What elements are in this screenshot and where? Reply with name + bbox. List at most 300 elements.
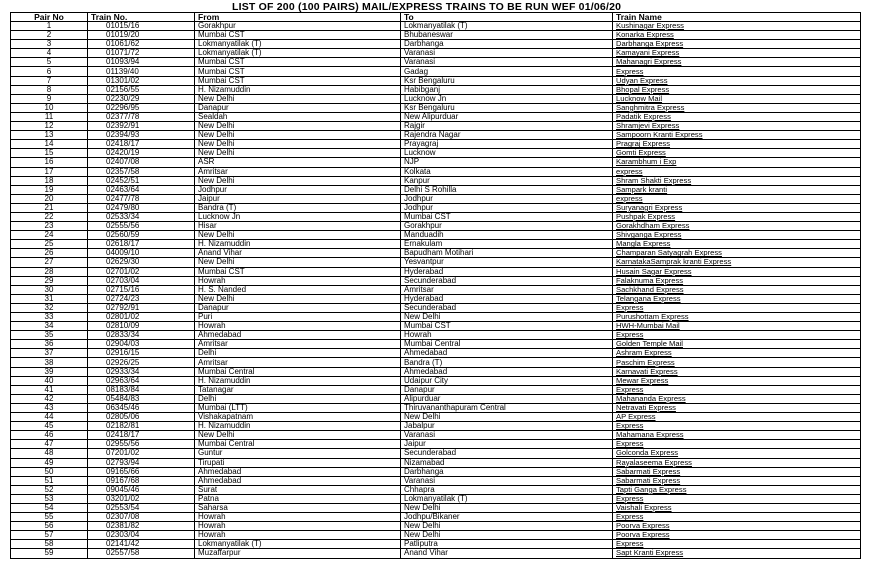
- train-name-cell: Telangana Express: [613, 294, 861, 303]
- table-row: [11, 76, 861, 85]
- train-name-cell: Bhopal Express: [613, 85, 861, 94]
- pair-no-cell: 59: [11, 549, 88, 558]
- train-name-cell: Lucknow Mail: [613, 94, 861, 103]
- train-no-cell: 02555/56: [88, 222, 195, 231]
- to-cell: Nizamabad: [401, 458, 613, 467]
- train-no-cell: 02392/91: [88, 122, 195, 131]
- train-name-cell: AP Express: [613, 413, 861, 422]
- to-cell: Danapur: [401, 385, 613, 394]
- to-cell: Ksr Bengaluru: [401, 76, 613, 85]
- from-cell: Lokmanyatilak (T): [195, 40, 401, 49]
- pair-no-cell: 32: [11, 303, 88, 312]
- train-name-cell: Sachkhand Express: [613, 285, 861, 294]
- table-row: [11, 494, 861, 503]
- to-cell: Varanasi: [401, 431, 613, 440]
- train-no-cell: 02553/54: [88, 503, 195, 512]
- from-cell: Ahmedabad: [195, 476, 401, 485]
- pair-no-cell: 14: [11, 140, 88, 149]
- to-cell: Mumbai CST: [401, 212, 613, 221]
- table-row: [11, 31, 861, 40]
- pair-no-cell: 38: [11, 358, 88, 367]
- from-cell: New Delhi: [195, 149, 401, 158]
- to-cell: Manduadih: [401, 231, 613, 240]
- train-no-cell: 02357/58: [88, 167, 195, 176]
- to-cell: Gadag: [401, 67, 613, 76]
- train-no-cell: 02792/91: [88, 303, 195, 312]
- to-cell: Chhapra: [401, 485, 613, 494]
- from-cell: Delhi: [195, 394, 401, 403]
- pair-no-cell: 20: [11, 194, 88, 203]
- page-title: LIST OF 200 (100 PAIRS) MAIL/EXPRESS TRAINS TO BE RUN WEF 01/06/20: [232, 1, 622, 13]
- train-no-cell: 02296/95: [88, 103, 195, 112]
- train-no-cell: 06345/46: [88, 403, 195, 412]
- train-no-cell: 02701/02: [88, 267, 195, 276]
- from-cell: H. Nizamuddin: [195, 85, 401, 94]
- from-cell: Amritsar: [195, 167, 401, 176]
- train-name-cell: Shramjevi Express: [613, 122, 861, 131]
- to-cell: Kolkata: [401, 167, 613, 176]
- pair-no-cell: 57: [11, 531, 88, 540]
- to-cell: Anand Vihar: [401, 549, 613, 558]
- train-no-cell: 08183/84: [88, 385, 195, 394]
- table-row: [11, 267, 861, 276]
- train-name-cell: Kushinagar Express: [613, 22, 861, 31]
- table-body: [11, 22, 861, 559]
- train-no-cell: 02418/17: [88, 140, 195, 149]
- train-no-cell: 02230/29: [88, 94, 195, 103]
- table-row: [11, 103, 861, 112]
- from-cell: Amritsar: [195, 340, 401, 349]
- train-no-cell: 02805/06: [88, 413, 195, 422]
- train-name-cell: Udyan Express: [613, 76, 861, 85]
- pair-no-cell: 15: [11, 149, 88, 158]
- table-row: [11, 212, 861, 221]
- table-row: [11, 467, 861, 476]
- to-cell: Habibganj: [401, 85, 613, 94]
- from-cell: Tatanagar: [195, 385, 401, 394]
- pair-no-cell: 17: [11, 167, 88, 176]
- pair-no-cell: 24: [11, 231, 88, 240]
- train-name-cell: Mahanagri Express: [613, 58, 861, 67]
- pair-no-cell: 43: [11, 403, 88, 412]
- pair-no-cell: 31: [11, 294, 88, 303]
- to-cell: Kanpur: [401, 176, 613, 185]
- table-row: [11, 303, 861, 312]
- train-no-cell: 02182/81: [88, 422, 195, 431]
- table-row: [11, 40, 861, 49]
- train-name-cell: Sampoorn Kranti Express: [613, 131, 861, 140]
- pair-no-cell: 33: [11, 313, 88, 322]
- to-cell: Udaipur City: [401, 376, 613, 385]
- table-row: [11, 476, 861, 485]
- pair-no-cell: 6: [11, 67, 88, 76]
- train-name-cell: Kamayani Express: [613, 49, 861, 58]
- to-cell: Howrah: [401, 331, 613, 340]
- train-no-cell: 02801/02: [88, 313, 195, 322]
- pair-no-cell: 37: [11, 349, 88, 358]
- train-name-cell: Express: [613, 540, 861, 549]
- table-row: [11, 67, 861, 76]
- table-row: [11, 149, 861, 158]
- train-name-cell: Mahamana Express: [613, 431, 861, 440]
- table-header-row: [11, 13, 861, 22]
- pair-no-cell: 58: [11, 540, 88, 549]
- train-name-cell: Purushottam Express: [613, 313, 861, 322]
- from-cell: Howrah: [195, 531, 401, 540]
- from-cell: Ahmedabad: [195, 331, 401, 340]
- from-cell: Sealdah: [195, 112, 401, 121]
- train-no-cell: 09045/46: [88, 485, 195, 494]
- from-cell: New Delhi: [195, 231, 401, 240]
- pair-no-cell: 56: [11, 522, 88, 531]
- train-name-cell: Shram Shakti Express: [613, 176, 861, 185]
- from-cell: Tirupati: [195, 458, 401, 467]
- from-cell: Lokmanyatilak (T): [195, 540, 401, 549]
- train-name-cell: Suryanagri Express: [613, 203, 861, 212]
- table-row: [11, 22, 861, 31]
- table-row: [11, 413, 861, 422]
- table-row: [11, 231, 861, 240]
- table-row: [11, 485, 861, 494]
- train-name-cell: Sampark kranti: [613, 185, 861, 194]
- table-row: [11, 313, 861, 322]
- from-cell: Muzaffarpur: [195, 549, 401, 558]
- from-cell: Delhi: [195, 349, 401, 358]
- from-cell: New Delhi: [195, 140, 401, 149]
- train-no-cell: 02479/80: [88, 203, 195, 212]
- train-no-cell: 02557/58: [88, 549, 195, 558]
- train-name-cell: Champaran Satyagrah Express: [613, 249, 861, 258]
- train-name-cell: Konarka Express: [613, 31, 861, 40]
- train-no-cell: 01071/72: [88, 49, 195, 58]
- table-row: [11, 367, 861, 376]
- from-cell: H. Nizamuddin: [195, 422, 401, 431]
- pair-no-cell: 16: [11, 158, 88, 167]
- train-no-cell: 02629/30: [88, 258, 195, 267]
- to-cell: Secunderabad: [401, 303, 613, 312]
- pair-no-cell: 44: [11, 413, 88, 422]
- table-row: [11, 194, 861, 203]
- pair-no-cell: 25: [11, 240, 88, 249]
- pair-no-cell: 21: [11, 203, 88, 212]
- pair-no-cell: 39: [11, 367, 88, 376]
- train-name-cell: Rayalaseema Express: [613, 458, 861, 467]
- pair-no-cell: 48: [11, 449, 88, 458]
- to-cell: Varanasi: [401, 476, 613, 485]
- from-cell: Saharsa: [195, 503, 401, 512]
- to-cell: Ksr Bengaluru: [401, 103, 613, 112]
- to-cell: Mumbai Central: [401, 340, 613, 349]
- train-no-cell: 05484/83: [88, 394, 195, 403]
- train-name-cell: Tapti Ganga Express: [613, 485, 861, 494]
- pair-no-cell: 42: [11, 394, 88, 403]
- table-row: [11, 140, 861, 149]
- to-cell: Jaipur: [401, 440, 613, 449]
- table-row: [11, 385, 861, 394]
- table-row: [11, 185, 861, 194]
- column-header-train-no: Train No.: [88, 13, 195, 22]
- train-no-cell: 02141/42: [88, 540, 195, 549]
- train-no-cell: 02420/19: [88, 149, 195, 158]
- train-no-cell: 02407/08: [88, 158, 195, 167]
- train-no-cell: 04009/10: [88, 249, 195, 258]
- train-list-table: [10, 12, 861, 559]
- from-cell: Howrah: [195, 522, 401, 531]
- column-header-from: From: [195, 13, 401, 22]
- train-name-cell: Vaishali Express: [613, 503, 861, 512]
- to-cell: Lokmanyatilak (T): [401, 22, 613, 31]
- to-cell: Secunderabad: [401, 276, 613, 285]
- train-no-cell: 01093/94: [88, 58, 195, 67]
- train-no-cell: 03201/02: [88, 494, 195, 503]
- train-name-cell: Mangla Express: [613, 240, 861, 249]
- from-cell: Mumbai CST: [195, 76, 401, 85]
- from-cell: Howrah: [195, 322, 401, 331]
- from-cell: Surat: [195, 485, 401, 494]
- pair-no-cell: 28: [11, 267, 88, 276]
- table-row: [11, 522, 861, 531]
- to-cell: Rajendra Nagar: [401, 131, 613, 140]
- table-row: [11, 422, 861, 431]
- train-name-cell: Gomti Express: [613, 149, 861, 158]
- train-no-cell: 02303/04: [88, 531, 195, 540]
- train-name-cell: KarnatakaSamprak kranti Express: [613, 258, 861, 267]
- train-name-cell: Express: [613, 385, 861, 394]
- table-row: [11, 549, 861, 558]
- table-row: [11, 503, 861, 512]
- train-name-cell: Golden Temple Mail: [613, 340, 861, 349]
- column-header-pair-no: Pair No: [11, 13, 88, 22]
- train-name-cell: Poorva Express: [613, 522, 861, 531]
- table-row: [11, 203, 861, 212]
- table-row: [11, 222, 861, 231]
- to-cell: Darbhanga: [401, 467, 613, 476]
- train-no-cell: 02963/64: [88, 376, 195, 385]
- table-row: [11, 440, 861, 449]
- train-name-cell: Karnavati Express: [613, 367, 861, 376]
- from-cell: New Delhi: [195, 176, 401, 185]
- table-row: [11, 358, 861, 367]
- table-row: [11, 258, 861, 267]
- from-cell: Howrah: [195, 513, 401, 522]
- train-no-cell: 02793/94: [88, 458, 195, 467]
- to-cell: Varanasi: [401, 58, 613, 67]
- pair-no-cell: 23: [11, 222, 88, 231]
- to-cell: Alipurduar: [401, 394, 613, 403]
- to-cell: Delhi S Rohilla: [401, 185, 613, 194]
- train-name-cell: Express: [613, 513, 861, 522]
- table-row: [11, 458, 861, 467]
- train-name-cell: Paschim Express: [613, 358, 861, 367]
- train-name-cell: express: [613, 167, 861, 176]
- to-cell: New Delhi: [401, 313, 613, 322]
- to-cell: Jodhpur: [401, 194, 613, 203]
- train-no-cell: 02904/03: [88, 340, 195, 349]
- pair-no-cell: 35: [11, 331, 88, 340]
- from-cell: Mumbai CST: [195, 67, 401, 76]
- table-row: [11, 331, 861, 340]
- table-row: [11, 240, 861, 249]
- train-no-cell: 02560/59: [88, 231, 195, 240]
- from-cell: Lucknow Jn: [195, 212, 401, 221]
- pair-no-cell: 10: [11, 103, 88, 112]
- pair-no-cell: 55: [11, 513, 88, 522]
- pair-no-cell: 19: [11, 185, 88, 194]
- train-no-cell: 07201/02: [88, 449, 195, 458]
- from-cell: ASR: [195, 158, 401, 167]
- train-no-cell: 02916/15: [88, 349, 195, 358]
- train-no-cell: 02724/23: [88, 294, 195, 303]
- pair-no-cell: 52: [11, 485, 88, 494]
- train-name-cell: Padatik Express: [613, 112, 861, 121]
- train-name-cell: Mahananda Express: [613, 394, 861, 403]
- train-no-cell: 01301/02: [88, 76, 195, 85]
- train-name-cell: Pragraj Express: [613, 140, 861, 149]
- pair-no-cell: 41: [11, 385, 88, 394]
- train-name-cell: Falaknuma Express: [613, 276, 861, 285]
- table-row: [11, 322, 861, 331]
- train-no-cell: 02452/51: [88, 176, 195, 185]
- table-row: [11, 376, 861, 385]
- train-no-cell: 02533/34: [88, 212, 195, 221]
- pair-no-cell: 12: [11, 122, 88, 131]
- table-row: [11, 513, 861, 522]
- to-cell: Jodhpur: [401, 203, 613, 212]
- train-name-cell: express: [613, 194, 861, 203]
- train-no-cell: 02307/08: [88, 513, 195, 522]
- to-cell: Ernakulam: [401, 240, 613, 249]
- train-name-cell: Husain Sagar Express: [613, 267, 861, 276]
- train-name-cell: Express: [613, 67, 861, 76]
- from-cell: Gorakhpur: [195, 22, 401, 31]
- table-row: [11, 85, 861, 94]
- to-cell: New Alipurduar: [401, 112, 613, 121]
- train-no-cell: 09165/66: [88, 467, 195, 476]
- train-no-cell: 01139/40: [88, 67, 195, 76]
- table-row: [11, 122, 861, 131]
- to-cell: Bandra (T): [401, 358, 613, 367]
- table-row: [11, 167, 861, 176]
- to-cell: Amritsar: [401, 285, 613, 294]
- pair-no-cell: 8: [11, 85, 88, 94]
- table-row: [11, 176, 861, 185]
- pair-no-cell: 3: [11, 40, 88, 49]
- from-cell: New Delhi: [195, 258, 401, 267]
- table-row: [11, 94, 861, 103]
- train-no-cell: 02810/09: [88, 322, 195, 331]
- to-cell: New Delhi: [401, 503, 613, 512]
- from-cell: Vishakapatnam: [195, 413, 401, 422]
- from-cell: New Delhi: [195, 294, 401, 303]
- from-cell: Lokmanyatilak (T): [195, 49, 401, 58]
- to-cell: Jodhpu/Bikaner: [401, 513, 613, 522]
- to-cell: Hyderabad: [401, 294, 613, 303]
- train-name-cell: Poorva Express: [613, 531, 861, 540]
- to-cell: Prayagraj: [401, 140, 613, 149]
- from-cell: Danapur: [195, 103, 401, 112]
- table-row: [11, 58, 861, 67]
- from-cell: Hisar: [195, 222, 401, 231]
- train-name-cell: Express: [613, 303, 861, 312]
- train-no-cell: 01015/16: [88, 22, 195, 31]
- from-cell: New Delhi: [195, 131, 401, 140]
- pair-no-cell: 53: [11, 494, 88, 503]
- pair-no-cell: 11: [11, 112, 88, 121]
- table-row: [11, 294, 861, 303]
- from-cell: Amritsar: [195, 358, 401, 367]
- pair-no-cell: 50: [11, 467, 88, 476]
- train-name-cell: Express: [613, 331, 861, 340]
- to-cell: Bhubaneswar: [401, 31, 613, 40]
- from-cell: New Delhi: [195, 122, 401, 131]
- to-cell: Mumbai CST: [401, 322, 613, 331]
- train-no-cell: 02933/34: [88, 367, 195, 376]
- from-cell: Danapur: [195, 303, 401, 312]
- pair-no-cell: 46: [11, 431, 88, 440]
- from-cell: H. Nizamuddin: [195, 376, 401, 385]
- pair-no-cell: 26: [11, 249, 88, 258]
- to-cell: Ahmedabad: [401, 367, 613, 376]
- column-header-to: To: [401, 13, 613, 22]
- train-no-cell: 02703/04: [88, 276, 195, 285]
- train-name-cell: Express: [613, 494, 861, 503]
- pair-no-cell: 5: [11, 58, 88, 67]
- table-row: [11, 531, 861, 540]
- to-cell: Bapudham Motihari: [401, 249, 613, 258]
- train-name-cell: Netravati Express: [613, 403, 861, 412]
- pair-no-cell: 54: [11, 503, 88, 512]
- to-cell: Ahmedabad: [401, 349, 613, 358]
- table-row: [11, 285, 861, 294]
- train-no-cell: 02477/78: [88, 194, 195, 203]
- table-row: [11, 131, 861, 140]
- from-cell: Bandra (T): [195, 203, 401, 212]
- from-cell: Mumbai Central: [195, 367, 401, 376]
- train-no-cell: 01019/20: [88, 31, 195, 40]
- pair-no-cell: 30: [11, 285, 88, 294]
- table-row: [11, 276, 861, 285]
- table-row: [11, 112, 861, 121]
- table-row: [11, 349, 861, 358]
- pair-no-cell: 29: [11, 276, 88, 285]
- pair-no-cell: 4: [11, 49, 88, 58]
- train-no-cell: 01061/62: [88, 40, 195, 49]
- from-cell: Mumbai Central: [195, 440, 401, 449]
- train-no-cell: 02926/25: [88, 358, 195, 367]
- to-cell: Secunderabad: [401, 449, 613, 458]
- train-name-cell: Mewar Express: [613, 376, 861, 385]
- to-cell: Jabalpur: [401, 422, 613, 431]
- pair-no-cell: 36: [11, 340, 88, 349]
- train-no-cell: 02463/64: [88, 185, 195, 194]
- train-no-cell: 02394/93: [88, 131, 195, 140]
- table-row: [11, 340, 861, 349]
- train-no-cell: 02833/34: [88, 331, 195, 340]
- table-row: [11, 249, 861, 258]
- from-cell: Ahmedabad: [195, 467, 401, 476]
- pair-no-cell: 18: [11, 176, 88, 185]
- to-cell: NJP: [401, 158, 613, 167]
- pair-no-cell: 51: [11, 476, 88, 485]
- train-name-cell: Golconda Express: [613, 449, 861, 458]
- to-cell: Gorakhpur: [401, 222, 613, 231]
- pair-no-cell: 49: [11, 458, 88, 467]
- to-cell: Thiruvananthapuram Central: [401, 403, 613, 412]
- table-row: [11, 394, 861, 403]
- train-name-cell: Ashram Express: [613, 349, 861, 358]
- train-no-cell: 02618/17: [88, 240, 195, 249]
- pair-no-cell: 13: [11, 131, 88, 140]
